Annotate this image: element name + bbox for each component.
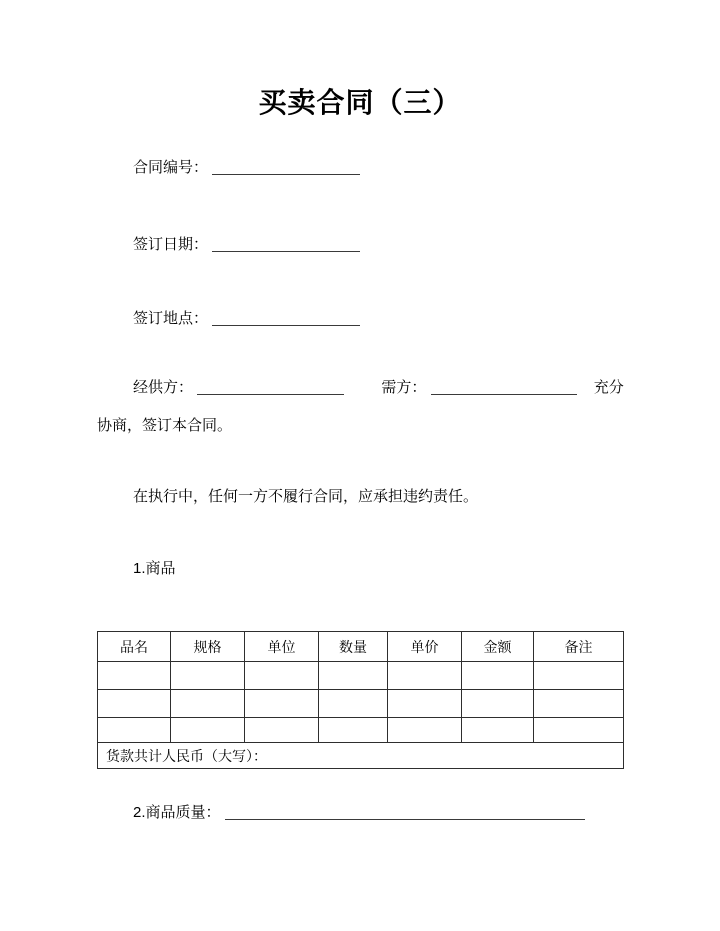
column-header-amount: 金额 bbox=[462, 632, 534, 662]
table-cell[interactable] bbox=[245, 690, 319, 718]
table-footer-row bbox=[98, 743, 624, 769]
contract-number-label: 合同编号： bbox=[133, 159, 209, 176]
table-cell[interactable] bbox=[171, 718, 245, 743]
table-cell[interactable] bbox=[462, 662, 534, 690]
parties-line-2: 协商，签订本合同。 bbox=[97, 417, 233, 434]
table-cell[interactable] bbox=[319, 718, 388, 743]
table-cell[interactable] bbox=[319, 690, 388, 718]
sign-place-label: 签订地点： bbox=[133, 310, 209, 327]
table-cell[interactable] bbox=[388, 718, 462, 743]
sign-date-blank[interactable] bbox=[212, 235, 360, 252]
supplier-blank[interactable] bbox=[197, 378, 344, 395]
column-header-unit-price: 单价 bbox=[388, 632, 462, 662]
column-header-product-name: 品名 bbox=[98, 632, 171, 662]
breach-clause: 在执行中，任何一方不履行合同，应承担违约责任。 bbox=[133, 488, 479, 505]
supplier-label: 经供方： bbox=[133, 379, 194, 396]
table-footer-cell[interactable]: 货款共计人民币（大写）： bbox=[98, 743, 624, 769]
buyer-blank[interactable] bbox=[431, 378, 577, 395]
goods-table bbox=[97, 631, 624, 769]
table-cell[interactable] bbox=[171, 690, 245, 718]
column-header-remarks: 备注 bbox=[534, 632, 624, 662]
contract-number-row bbox=[133, 157, 360, 179]
table-cell[interactable] bbox=[534, 690, 624, 718]
table-cell[interactable] bbox=[534, 718, 624, 743]
section-quality-heading: 2.商品质量： bbox=[133, 804, 221, 821]
table-cell[interactable] bbox=[462, 718, 534, 743]
sign-place-row bbox=[133, 308, 360, 330]
contract-number-blank[interactable] bbox=[212, 158, 360, 175]
sign-date-label: 签订日期： bbox=[133, 236, 209, 253]
section-quality-row bbox=[133, 802, 585, 824]
table-header-row bbox=[98, 632, 624, 662]
quality-blank[interactable] bbox=[225, 803, 585, 820]
table-cell[interactable] bbox=[98, 718, 171, 743]
sign-date-row bbox=[133, 234, 360, 256]
page-title: 买卖合同（三） bbox=[258, 87, 462, 118]
table-cell[interactable] bbox=[388, 662, 462, 690]
table-cell[interactable] bbox=[98, 662, 171, 690]
parties-line-1 bbox=[133, 377, 624, 399]
section-goods-heading: 1.商品 bbox=[133, 560, 176, 577]
table-cell[interactable] bbox=[98, 690, 171, 718]
column-header-quantity: 数量 bbox=[319, 632, 388, 662]
table-cell[interactable] bbox=[245, 718, 319, 743]
table-row bbox=[98, 718, 624, 743]
table-row bbox=[98, 662, 624, 690]
sign-place-blank[interactable] bbox=[212, 309, 360, 326]
parties-tail-text: 充分 bbox=[593, 379, 624, 396]
table-cell[interactable] bbox=[534, 662, 624, 690]
table-cell[interactable] bbox=[462, 690, 534, 718]
table-row bbox=[98, 690, 624, 718]
column-header-unit: 单位 bbox=[245, 632, 319, 662]
table-cell[interactable] bbox=[388, 690, 462, 718]
buyer-label: 需方： bbox=[381, 379, 427, 396]
column-header-specification: 规格 bbox=[171, 632, 245, 662]
table-cell[interactable] bbox=[319, 662, 388, 690]
table-cell[interactable] bbox=[171, 662, 245, 690]
table-cell[interactable] bbox=[245, 662, 319, 690]
